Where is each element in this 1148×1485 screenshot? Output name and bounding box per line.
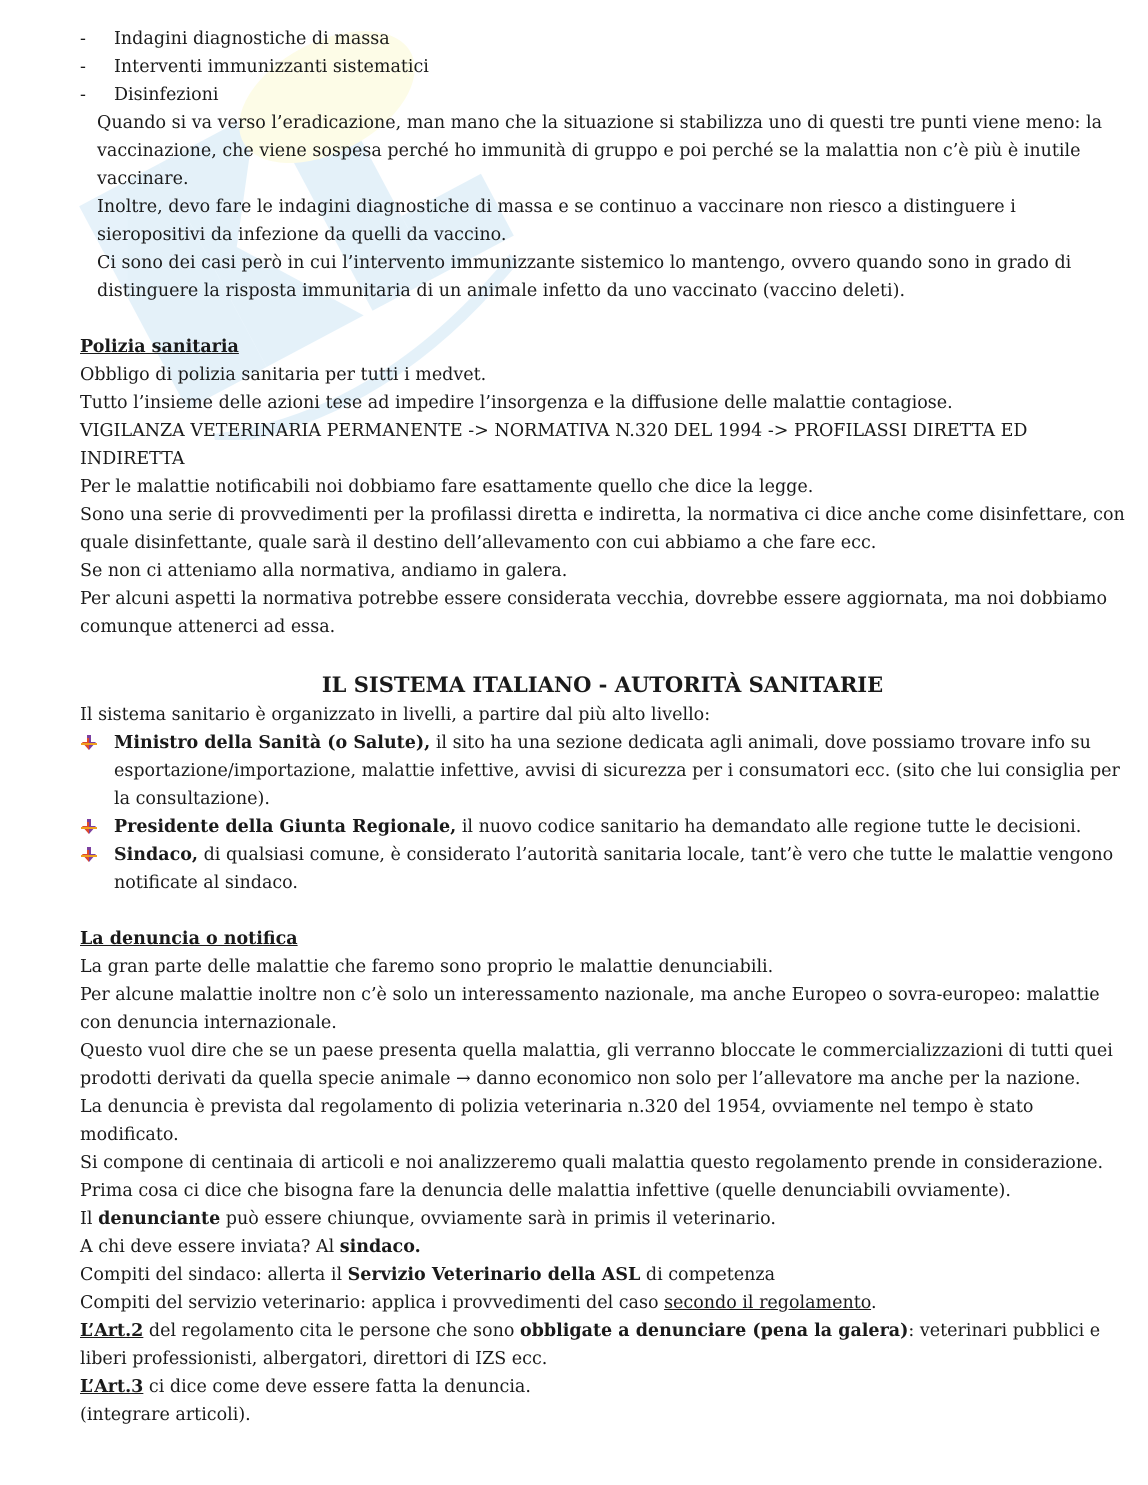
dash-marker: - [80, 29, 86, 49]
text-run: può essere chiunque, ovviamente sarà in primis il veterinario. [220, 1209, 776, 1229]
text-run: di competenza [640, 1265, 776, 1285]
paragraph: Obbligo di polizia sanitaria per tutti i medvet. [80, 365, 487, 385]
paragraph [80, 1205, 1125, 1233]
text-run: del regolamento cita le persone che sono [143, 1321, 520, 1341]
arrow-down-bullet-icon [80, 734, 98, 752]
paragraph: Per le malattie notificabili noi dobbiamo fare esattamente quello che dice la legge. [80, 477, 814, 497]
list-item-term: Sindaco, [114, 845, 199, 865]
paragraph: Per alcuni aspetti la normativa potrebbe essere considerata vecchia, dovrebbe essere aggiornata, ma noi dobbiamo comunque attenerci ad essa. [80, 589, 1108, 637]
list-item [80, 81, 1125, 109]
list-item-term: Presidente della Giunta Regionale, [114, 817, 457, 837]
paragraph: VIGILANZA VETERINARIA PERMANENTE -> NORMATIVA N.320 DEL 1994 -> PROFILASSI DIRETTA ED INDIRETTA [80, 421, 1028, 469]
list-item [80, 813, 1125, 841]
article-ref: L’Art.2 [80, 1321, 144, 1341]
section-heading-polizia: Polizia sanitaria [80, 337, 239, 357]
right-arrow-icon: → [456, 1069, 471, 1089]
arrow-down-bullet-icon [80, 846, 98, 864]
dash-marker: - [80, 85, 86, 105]
text-run: Compiti del sindaco: allerta il [80, 1265, 348, 1285]
authority-list [80, 729, 1125, 897]
paragraph [80, 1317, 1125, 1373]
text-run: danno economico non solo per l’allevatore ma anche per la nazione. [470, 1069, 1081, 1089]
dash-list [80, 25, 1125, 109]
paragraph [80, 1289, 1125, 1317]
list-item [80, 53, 1125, 81]
paragraph: Se non ci atteniamo alla normativa, andiamo in galera. [80, 561, 568, 581]
list-item-text: di qualsiasi comune, è considerato l’autorità sanitaria locale, tant’è vero che tutte le malattie vengono notificate al sindaco. [114, 845, 1114, 893]
text-run: . [871, 1293, 877, 1313]
document-body [80, 25, 1125, 1429]
paragraph: Il sistema sanitario è organizzato in livelli, a partire dal più alto livello: [80, 705, 711, 725]
paragraph: Quando si va verso l’eradicazione, man mano che la situazione si stabilizza uno di questi tre punti viene meno: la vaccinazione, che viene sospesa perché ho immunità di gruppo e poi perché se la malattia non c’è più è inutile vaccinare. [97, 113, 1103, 189]
text-run: ci dice come deve essere fatta la denuncia. [143, 1377, 531, 1397]
section-title-sistema: IL SISTEMA ITALIANO - AUTORITÀ SANITARIE [321, 672, 884, 697]
paragraph: Tutto l’insieme delle azioni tese ad impedire l’insorgenza e la diffusione delle malattie contagiose. [80, 393, 953, 413]
paragraph: Per alcune malattie inoltre non c’è solo un interessamento nazionale, ma anche Europeo o sovra-europeo: malattie con denuncia internazionale. [80, 985, 1100, 1033]
bold-term: denunciante [98, 1209, 221, 1229]
paragraph [80, 1373, 1125, 1401]
underlined-term: secondo il regolamento [664, 1293, 872, 1313]
text-run: A chi deve essere inviata? Al [80, 1237, 340, 1257]
paragraph: (integrare articoli). [80, 1405, 251, 1425]
text-run: Il [80, 1209, 99, 1229]
bold-term: Servizio Veterinario della ASL [347, 1265, 641, 1285]
text-run: : veterinari pubblici e liberi professionisti, albergatori, direttori di IZS ecc. [80, 1321, 1101, 1369]
paragraph: La denuncia è prevista dal regolamento di polizia veterinaria n.320 del 1954, ovviamente nel tempo è stato modificato. [80, 1097, 1034, 1145]
text-run: Questo vuol dire che se un paese presenta quella malattia, gli verranno bloccate le commercializzazioni di tutti quei prodotti derivati da quella specie animale [80, 1041, 1113, 1089]
bold-term: sindaco. [339, 1237, 421, 1257]
paragraph: Inoltre, devo fare le indagini diagnostiche di massa e se continuo a vaccinare non riesco a distinguere i sieropositivi da infezione da quelli da vaccino. [97, 197, 1016, 245]
list-item-text: Disinfezioni [114, 85, 219, 105]
paragraph: Prima cosa ci dice che bisogna fare la denuncia delle malattia infettive (quelle denunciabili ovviamente). [80, 1181, 1011, 1201]
section-heading-denuncia: La denuncia o notifica [80, 929, 298, 949]
list-item [80, 841, 1125, 897]
list-item-text: il sito ha una sezione dedicata agli animali, dove possiamo trovare info su esportazione/importazione, malattie infettive, avvisi di sicurezza per i consumatori ecc. (sito che lui consiglia per la consultazione). [114, 733, 1120, 809]
dash-marker: - [80, 57, 86, 77]
article-ref: L’Art.3 [80, 1377, 144, 1397]
paragraph [80, 1037, 1125, 1093]
intro-section [80, 109, 1125, 305]
paragraph [80, 1261, 1125, 1289]
list-item-term: Ministro della Sanità (o Salute), [114, 733, 431, 753]
paragraph [80, 1233, 1125, 1261]
paragraph: La gran parte delle malattie che faremo sono proprio le malattie denunciabili. [80, 957, 774, 977]
paragraph: Si compone di centinaia di articoli e noi analizzeremo quali malattia questo regolamento prende in considerazione. [80, 1153, 1104, 1173]
list-item [80, 729, 1125, 813]
paragraph: Sono una serie di provvedimenti per la profilassi diretta e indiretta, la normativa ci dice anche come disinfettare, con quale disinfettante, quale sarà il destino dell’allevamento con cui abbiamo a che fare ecc. [80, 505, 1125, 553]
arrow-down-bullet-icon [80, 818, 98, 836]
list-item-text: Indagini diagnostiche di massa [114, 29, 390, 49]
paragraph: Ci sono dei casi però in cui l’intervento immunizzante sistemico lo mantengo, ovvero quando sono in grado di distinguere la risposta immunitaria di un animale infetto da uno vaccinato (vaccino deleti). [97, 253, 1072, 301]
list-item-text: il nuovo codice sanitario ha demandato alle regione tutte le decisioni. [456, 817, 1082, 837]
text-run: Compiti del servizio veterinario: applica i provvedimenti del caso [80, 1293, 665, 1313]
list-item-text: Interventi immunizzanti sistematici [114, 57, 429, 77]
bold-term: obbligate a denunciare (pena la galera) [519, 1321, 909, 1341]
list-item [80, 25, 1125, 53]
